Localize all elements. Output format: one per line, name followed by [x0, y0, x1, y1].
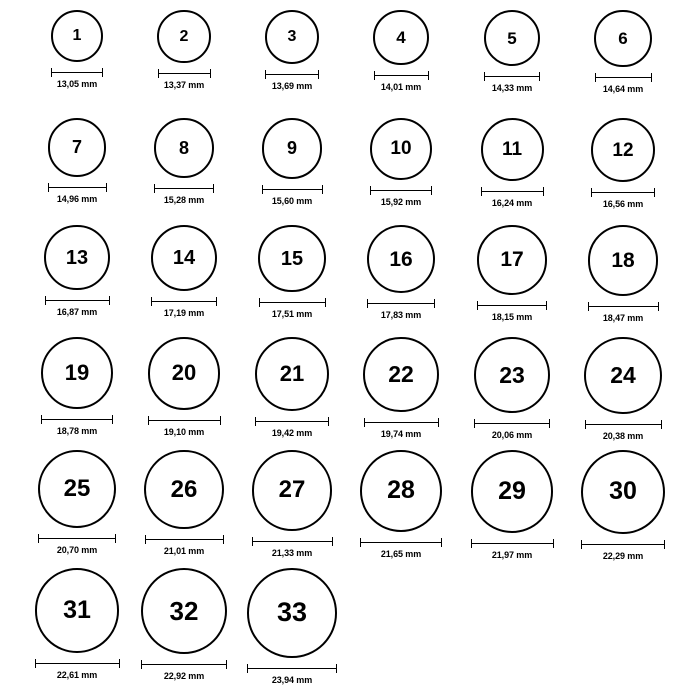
- measure-cap-left: [591, 188, 592, 197]
- ring-circle: [154, 118, 214, 178]
- measure-cap-left: [48, 183, 49, 192]
- diameter-measure-bar: [474, 419, 550, 428]
- ring-size-number: 20: [171, 360, 197, 386]
- ring-size-cell: [237, 118, 347, 206]
- measure-cap-right: [322, 185, 323, 194]
- ring-size-number: 29: [498, 476, 526, 505]
- measure-cap-left: [481, 187, 482, 196]
- ring-circle: [252, 450, 333, 531]
- ring-size-cell: [568, 118, 678, 209]
- measure-line: [474, 423, 550, 424]
- ring-diameter-label: 22,92 mm: [163, 671, 205, 682]
- diameter-measure-bar: [262, 185, 323, 194]
- measure-cap-left: [471, 539, 472, 548]
- ring-circle: [363, 337, 438, 412]
- measure-cap-left: [141, 660, 142, 669]
- ring-size-cell: [129, 337, 239, 437]
- ring-size-cell: [237, 225, 347, 319]
- ring-diameter-label: 14,33 mm: [491, 83, 533, 94]
- ring-diameter-label: 19,74 mm: [380, 429, 422, 440]
- measure-cap-right: [102, 68, 103, 77]
- ring-diameter-label: 22,61 mm: [56, 669, 98, 680]
- ring-size-number: 33: [276, 597, 308, 628]
- ring-size-cell: [237, 450, 347, 558]
- measure-line: [38, 538, 116, 539]
- diameter-measure-bar: [595, 73, 652, 82]
- measure-cap-right: [553, 539, 554, 548]
- diameter-measure-bar: [477, 301, 547, 310]
- diameter-measure-bar: [38, 534, 116, 543]
- measure-line: [360, 542, 442, 543]
- measure-line: [247, 668, 337, 669]
- measure-cap-left: [588, 302, 589, 311]
- measure-cap-left: [145, 535, 146, 544]
- ring-size-cell: [346, 450, 456, 559]
- measure-cap-left: [595, 73, 596, 82]
- ring-circle: [51, 10, 103, 62]
- measure-cap-left: [259, 298, 260, 307]
- measure-line: [585, 424, 662, 425]
- ring-size-cell: [22, 225, 132, 317]
- measure-cap-left: [158, 69, 159, 78]
- measure-cap-right: [220, 416, 221, 425]
- diameter-measure-bar: [484, 72, 540, 81]
- measure-cap-left: [41, 415, 42, 424]
- diameter-measure-bar: [158, 69, 211, 78]
- measure-line: [154, 188, 214, 189]
- ring-diameter-label: 18,15 mm: [491, 311, 533, 322]
- measure-cap-left: [364, 418, 365, 427]
- measure-line: [145, 539, 224, 540]
- diameter-measure-bar: [374, 71, 429, 80]
- measure-cap-right: [664, 540, 665, 549]
- measure-line: [35, 663, 120, 664]
- measure-cap-right: [210, 69, 211, 78]
- ring-size-number: 25: [63, 475, 91, 503]
- measure-cap-left: [148, 416, 149, 425]
- ring-circle: [481, 118, 544, 181]
- ring-size-number: 11: [501, 139, 523, 160]
- ring-circle: [48, 118, 107, 177]
- measure-cap-right: [549, 419, 550, 428]
- ring-size-cell: [22, 568, 132, 680]
- diameter-measure-bar: [588, 302, 659, 311]
- diameter-measure-bar: [364, 418, 439, 427]
- ring-size-number: 6: [618, 29, 628, 49]
- ring-circle: [591, 118, 655, 182]
- ring-diameter-label: 14,96 mm: [56, 193, 98, 204]
- measure-cap-right: [119, 659, 120, 668]
- ring-size-cell: [22, 450, 132, 555]
- ring-circle: [360, 450, 442, 532]
- ring-circle: [35, 568, 120, 653]
- measure-cap-right: [318, 70, 319, 79]
- diameter-measure-bar: [367, 299, 435, 308]
- measure-cap-right: [332, 537, 333, 546]
- ring-circle: [151, 225, 217, 291]
- measure-line: [471, 543, 554, 544]
- ring-size-cell: [22, 10, 132, 89]
- measure-cap-left: [262, 185, 263, 194]
- diameter-measure-bar: [471, 539, 554, 548]
- measure-line: [581, 544, 665, 545]
- measure-cap-left: [474, 419, 475, 428]
- measure-line: [151, 301, 217, 302]
- measure-cap-left: [484, 72, 485, 81]
- measure-line: [477, 305, 547, 306]
- ring-circle: [262, 118, 323, 179]
- measure-cap-left: [581, 540, 582, 549]
- ring-circle: [588, 225, 659, 296]
- ring-diameter-label: 19,10 mm: [163, 426, 205, 437]
- measure-line: [364, 422, 439, 423]
- measure-line: [265, 74, 319, 75]
- ring-diameter-label: 20,06 mm: [491, 430, 533, 441]
- measure-cap-right: [223, 535, 224, 544]
- ring-diameter-label: 20,38 mm: [602, 431, 644, 442]
- ring-size-number: 19: [64, 359, 90, 385]
- measure-line: [367, 303, 435, 304]
- measure-line: [588, 306, 659, 307]
- measure-line: [141, 664, 227, 665]
- ring-circle: [471, 450, 554, 533]
- ring-size-number: 1: [72, 27, 82, 44]
- ring-circle: [255, 337, 329, 411]
- ring-diameter-label: 21,97 mm: [491, 549, 533, 560]
- ring-size-number: 18: [611, 248, 635, 272]
- ring-size-cell: [129, 568, 239, 681]
- ring-circle: [247, 568, 337, 658]
- measure-line: [48, 187, 107, 188]
- diameter-measure-bar: [51, 68, 103, 77]
- measure-cap-right: [112, 415, 113, 424]
- ring-diameter-label: 17,19 mm: [163, 308, 205, 319]
- measure-cap-left: [154, 184, 155, 193]
- ring-size-number: 30: [609, 477, 637, 506]
- measure-cap-right: [213, 184, 214, 193]
- ring-diameter-label: 15,60 mm: [271, 195, 313, 206]
- ring-size-number: 23: [499, 361, 525, 388]
- ring-size-number: 2: [179, 27, 189, 45]
- ring-size-number: 10: [390, 138, 412, 160]
- ring-diameter-label: 16,87 mm: [56, 307, 98, 318]
- ring-size-cell: [22, 337, 132, 436]
- ring-size-cell: [457, 450, 567, 560]
- ring-size-number: 3: [287, 28, 297, 46]
- measure-line: [481, 191, 544, 192]
- measure-cap-right: [226, 660, 227, 669]
- ring-circle: [581, 450, 665, 534]
- measure-cap-right: [543, 187, 544, 196]
- measure-line: [41, 419, 113, 420]
- measure-cap-right: [328, 417, 329, 426]
- measure-line: [374, 75, 429, 76]
- diameter-measure-bar: [35, 659, 120, 668]
- measure-cap-right: [539, 72, 540, 81]
- measure-line: [484, 76, 540, 77]
- measure-cap-right: [546, 301, 547, 310]
- ring-diameter-label: 15,28 mm: [163, 194, 205, 205]
- ring-size-cell: [568, 337, 678, 441]
- measure-line: [158, 73, 211, 74]
- ring-diameter-label: 13,37 mm: [163, 80, 205, 91]
- measure-cap-left: [51, 68, 52, 77]
- measure-cap-right: [658, 302, 659, 311]
- diameter-measure-bar: [151, 297, 217, 306]
- ring-diameter-label: 21,01 mm: [163, 546, 205, 557]
- ring-diameter-label: 21,65 mm: [380, 548, 422, 559]
- ring-diameter-label: 19,42 mm: [271, 427, 313, 438]
- ring-size-cell: [568, 10, 678, 94]
- measure-line: [370, 190, 432, 191]
- ring-circle: [367, 225, 435, 293]
- measure-cap-left: [374, 71, 375, 80]
- ring-size-number: 9: [286, 138, 297, 159]
- ring-circle: [258, 225, 325, 292]
- ring-size-cell: [457, 118, 567, 208]
- diameter-measure-bar: [360, 538, 442, 547]
- ring-size-number: 32: [169, 596, 199, 627]
- ring-size-cell: [237, 568, 347, 685]
- ring-circle: [38, 450, 116, 528]
- diameter-measure-bar: [591, 188, 655, 197]
- diameter-measure-bar: [370, 186, 432, 195]
- ring-size-cell: [346, 10, 456, 92]
- measure-line: [595, 77, 652, 78]
- ring-size-number: 14: [172, 247, 196, 270]
- ring-size-cell: [129, 450, 239, 556]
- ring-size-cell: [457, 10, 567, 93]
- measure-cap-right: [651, 73, 652, 82]
- diameter-measure-bar: [585, 420, 662, 429]
- ring-circle: [265, 10, 319, 64]
- ring-diameter-label: 21,33 mm: [271, 547, 313, 558]
- ring-circle: [477, 225, 547, 295]
- diameter-measure-bar: [145, 535, 224, 544]
- measure-line: [255, 421, 329, 422]
- ring-circle: [41, 337, 113, 409]
- ring-size-cell: [568, 450, 678, 561]
- measure-cap-left: [585, 420, 586, 429]
- diameter-measure-bar: [41, 415, 113, 424]
- ring-size-cell: [129, 10, 239, 90]
- ring-size-cell: [346, 118, 456, 207]
- measure-cap-right: [216, 297, 217, 306]
- ring-diameter-label: 18,78 mm: [56, 425, 98, 436]
- ring-circle: [141, 568, 227, 654]
- ring-size-number: 24: [610, 362, 636, 389]
- ring-size-cell: [346, 337, 456, 439]
- measure-line: [259, 302, 326, 303]
- ring-circle: [584, 337, 661, 414]
- measure-cap-right: [336, 664, 337, 673]
- ring-size-number: 7: [71, 137, 82, 158]
- measure-cap-right: [438, 418, 439, 427]
- ring-circle: [484, 10, 540, 66]
- diameter-measure-bar: [45, 296, 110, 305]
- diameter-measure-bar: [141, 660, 227, 669]
- ring-diameter-label: 16,56 mm: [602, 199, 644, 210]
- diameter-measure-bar: [148, 416, 221, 425]
- ring-diameter-label: 22,29 mm: [602, 550, 644, 561]
- measure-cap-left: [252, 537, 253, 546]
- ring-size-number: 8: [178, 137, 189, 158]
- measure-line: [45, 300, 110, 301]
- ring-diameter-label: 18,47 mm: [602, 312, 644, 323]
- diameter-measure-bar: [265, 70, 319, 79]
- ring-size-number: 4: [396, 28, 406, 48]
- measure-cap-left: [151, 297, 152, 306]
- ring-size-cell: [457, 225, 567, 322]
- ring-circle: [373, 10, 428, 65]
- measure-line: [252, 541, 333, 542]
- ring-diameter-label: 17,51 mm: [271, 309, 313, 320]
- measure-line: [262, 189, 323, 190]
- measure-cap-right: [434, 299, 435, 308]
- ring-diameter-label: 16,24 mm: [491, 198, 533, 208]
- measure-line: [591, 192, 655, 193]
- ring-diameter-label: 14,01 mm: [380, 82, 422, 93]
- diameter-measure-bar: [247, 664, 337, 673]
- ring-size-number: 15: [280, 247, 304, 270]
- ring-diameter-label: 17,83 mm: [380, 310, 422, 321]
- ring-circle: [474, 337, 550, 413]
- measure-cap-left: [477, 301, 478, 310]
- measure-cap-left: [255, 417, 256, 426]
- ring-diameter-label: 23,94 mm: [271, 674, 313, 685]
- ring-size-cell: [457, 337, 567, 440]
- ring-size-number: 27: [278, 476, 306, 504]
- measure-cap-left: [35, 659, 36, 668]
- ring-size-cell: [22, 118, 132, 204]
- ring-size-number: 16: [389, 247, 413, 271]
- diameter-measure-bar: [48, 183, 107, 192]
- measure-line: [51, 72, 103, 73]
- ring-circle: [370, 118, 432, 180]
- measure-cap-right: [661, 420, 662, 429]
- diameter-measure-bar: [481, 187, 544, 196]
- measure-cap-right: [431, 186, 432, 195]
- diameter-measure-bar: [259, 298, 326, 307]
- measure-cap-left: [367, 299, 368, 308]
- ring-circle: [148, 337, 221, 410]
- ring-circle: [157, 10, 210, 63]
- ring-size-number: 13: [65, 246, 89, 269]
- ring-circle: [594, 10, 651, 67]
- diameter-measure-bar: [154, 184, 214, 193]
- ring-size-number: 5: [507, 28, 517, 48]
- measure-cap-left: [247, 664, 248, 673]
- ring-diameter-label: 13,69 mm: [271, 81, 313, 92]
- measure-cap-right: [115, 534, 116, 543]
- measure-cap-left: [45, 296, 46, 305]
- ring-size-number: 26: [170, 475, 198, 503]
- ring-size-cell: [129, 225, 239, 318]
- ring-size-cell: [129, 118, 239, 205]
- ring-size-cell: [346, 225, 456, 320]
- ring-size-number: 17: [500, 248, 524, 272]
- ring-size-number: 22: [388, 361, 414, 388]
- measure-cap-left: [265, 70, 266, 79]
- ring-diameter-label: 14,64 mm: [602, 84, 644, 95]
- ring-size-cell: [568, 225, 678, 323]
- diameter-measure-bar: [581, 540, 665, 549]
- ring-circle: [44, 225, 109, 290]
- ring-size-number: 12: [612, 139, 634, 161]
- ring-size-cell: [237, 10, 347, 91]
- diameter-measure-bar: [252, 537, 333, 546]
- measure-cap-right: [441, 538, 442, 547]
- measure-cap-left: [360, 538, 361, 547]
- measure-cap-left: [370, 186, 371, 195]
- measure-cap-right: [428, 71, 429, 80]
- measure-cap-right: [109, 296, 110, 305]
- ring-diameter-label: 13,05 mm: [56, 79, 98, 89]
- ring-size-cell: [237, 337, 347, 438]
- measure-line: [148, 420, 221, 421]
- ring-size-number: 21: [279, 360, 305, 386]
- measure-cap-right: [325, 298, 326, 307]
- measure-cap-right: [106, 183, 107, 192]
- measure-cap-left: [38, 534, 39, 543]
- ring-size-number: 28: [387, 476, 415, 505]
- diameter-measure-bar: [255, 417, 329, 426]
- ring-size-number: 31: [63, 595, 91, 624]
- ring-diameter-label: 20,70 mm: [56, 545, 98, 556]
- ring-circle: [144, 450, 223, 529]
- measure-cap-right: [654, 188, 655, 197]
- ring-diameter-label: 15,92 mm: [380, 196, 422, 207]
